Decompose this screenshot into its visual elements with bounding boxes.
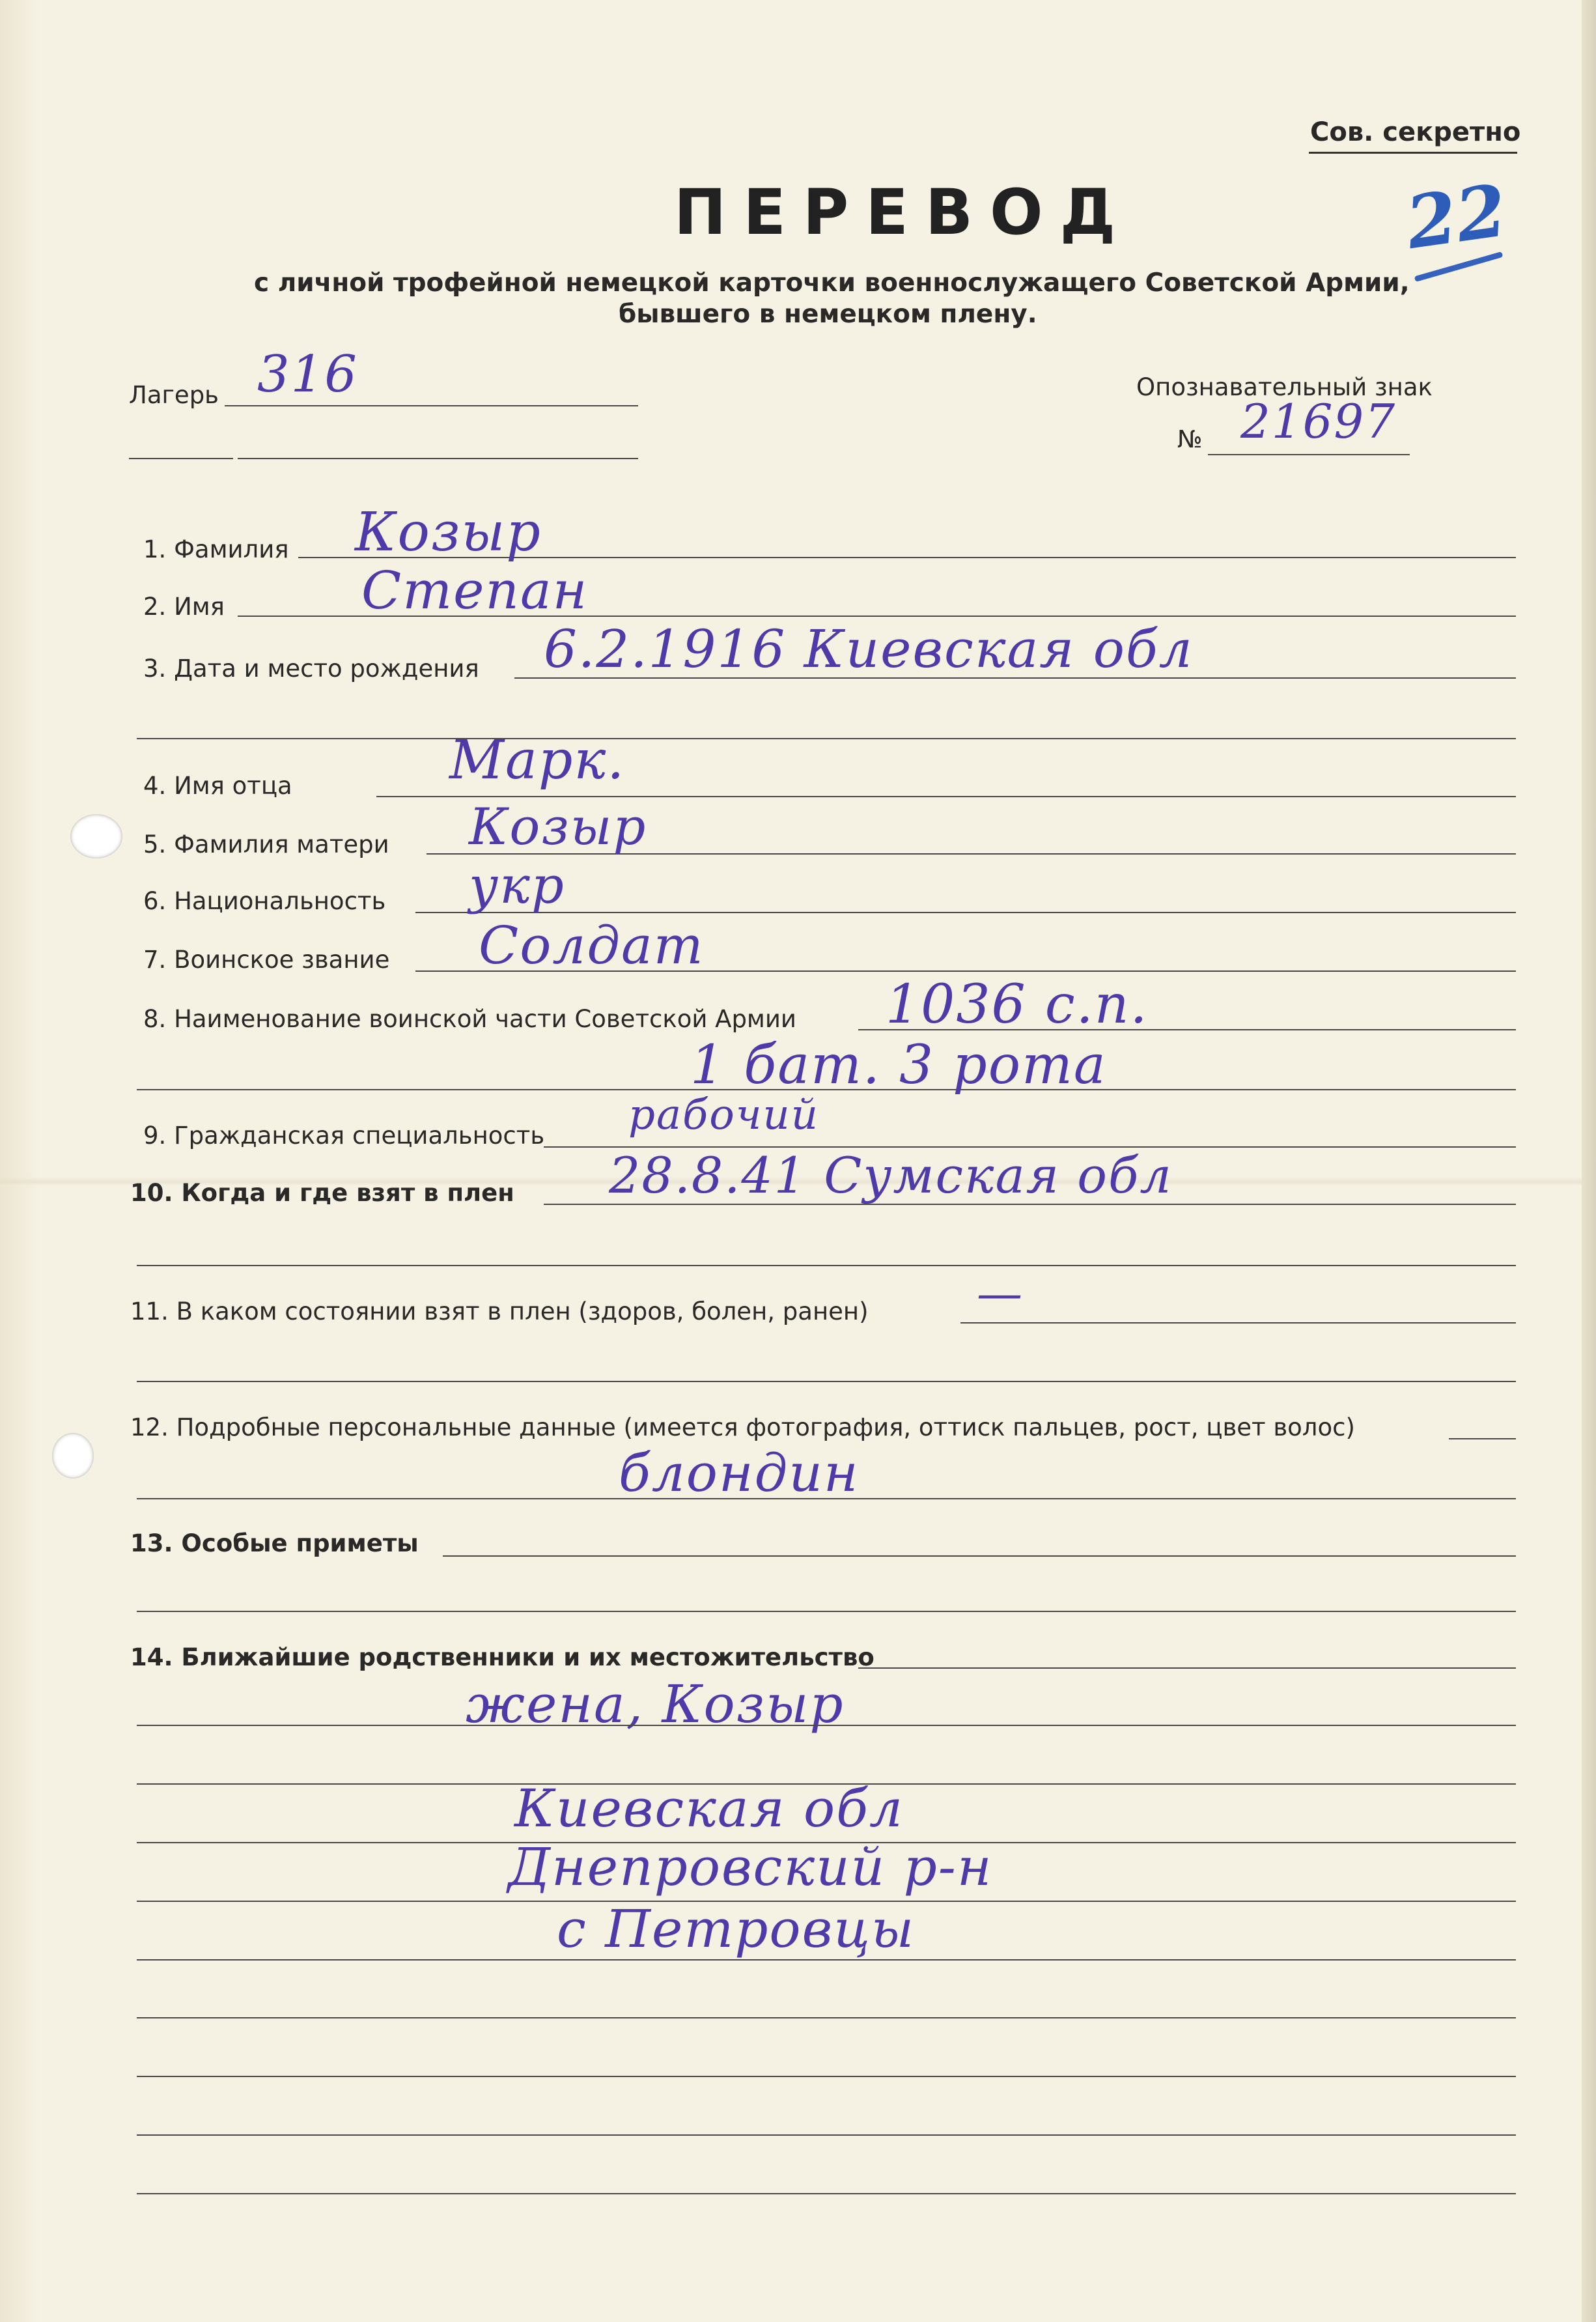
id-tag-number-label: №: [1177, 425, 1203, 453]
field-14-label: 14. Ближайшие родственники и их местожительство: [130, 1643, 875, 1671]
field-14-line: [858, 1667, 1516, 1669]
paper-edge: [1582, 0, 1596, 2322]
subtitle-line-2: бывшего в немецком плену.: [619, 300, 1037, 329]
field-3-value: 6.2.1916 Киевская обл: [544, 619, 1194, 679]
subtitle-line-1: с личной трофейной немецкой карточки военнослужащего Советской Армии,: [254, 268, 1410, 298]
id-tag-value: 21697: [1240, 394, 1397, 449]
field-14-value-line-3: Днепровский р-н: [508, 1837, 993, 1897]
field-2-label: 2. Имя: [143, 593, 225, 621]
field-8-value-2: 1 бат. 3 рота: [690, 1034, 1107, 1096]
classification-underline: [1309, 152, 1517, 154]
field-10-label: 10. Когда и где взят в плен: [130, 1179, 514, 1207]
field-1-label: 1. Фамилия: [143, 535, 289, 563]
field-6-line: [415, 912, 1516, 913]
field-14-line-8: [137, 2076, 1516, 2077]
field-14-value-line-4: с Петровцы: [557, 1899, 916, 1959]
field-12-value: блондин: [619, 1443, 860, 1503]
field-12-line: [1449, 1438, 1516, 1439]
field-11-label: 11. В каком состоянии взят в плен (здоров, болен, ранен): [130, 1297, 869, 1325]
field-14-line-6: [137, 1959, 1516, 1961]
field-4-value: Марк.: [449, 729, 626, 791]
field-7-label: 7. Воинское звание: [143, 946, 390, 974]
field-11-line: [960, 1322, 1516, 1324]
camp-line: [225, 405, 638, 406]
field-13-label: 13. Особые приметы: [130, 1529, 419, 1557]
field-6-label: 6. Национальность: [143, 887, 386, 915]
id-tag-label: Опознавательный знак: [1136, 373, 1433, 401]
punch-hole-bottom: [52, 1433, 94, 1479]
field-3-label: 3. Дата и место рождения: [143, 655, 479, 683]
page-number-handwritten: 22: [1401, 167, 1512, 266]
field-1-value: Козыр: [355, 502, 542, 563]
field-10-line-2: [137, 1265, 1516, 1266]
field-14-value-line-2: Киевская обл: [514, 1778, 904, 1839]
field-4-label: 4. Имя отца: [143, 772, 292, 800]
camp-label: Лагерь: [129, 381, 219, 409]
field-6-value: укр: [469, 857, 565, 915]
field-8-label: 8. Наименование воинской части Советской Армии: [143, 1005, 796, 1033]
document-title: ПЕРЕВОД: [674, 176, 1133, 249]
field-9-label: 9. Гражданская специальность: [143, 1122, 545, 1150]
field-3-line-2: [137, 738, 1516, 739]
field-13-line-2: [137, 1611, 1516, 1612]
field-14-line-9: [137, 2134, 1516, 2136]
classification-label: Сов. секретно: [1310, 117, 1521, 147]
punch-hole-top: [70, 814, 122, 858]
field-7-value: Солдат: [479, 915, 705, 976]
camp-line-3: [238, 458, 638, 459]
camp-line-2: [129, 458, 233, 459]
field-11-line-2: [137, 1381, 1516, 1382]
field-2-value: Степан: [361, 560, 589, 621]
field-14-line-2: [137, 1725, 1516, 1726]
field-5-value: Козыр: [469, 798, 647, 857]
field-9-value: рабочий: [628, 1091, 819, 1139]
field-13-line: [443, 1555, 1516, 1557]
field-14-value-line-1: жена, Козыр: [466, 1674, 845, 1734]
field-11-value: —: [977, 1267, 1024, 1320]
field-8-value: 1036 с.п.: [886, 974, 1149, 1036]
field-5-label: 5. Фамилия матери: [143, 830, 389, 858]
camp-value: 316: [257, 345, 358, 404]
field-14-line-7: [137, 2017, 1516, 2018]
field-12-label: 12. Подробные персональные данные (имеется фотография, оттиск пальцев, рост, цвет волос): [130, 1413, 1355, 1441]
id-tag-line: [1208, 454, 1410, 455]
field-10-value: 28.8.41 Сумская обл: [609, 1146, 1173, 1204]
field-14-line-10: [137, 2193, 1516, 2194]
field-4-line: [376, 796, 1516, 797]
